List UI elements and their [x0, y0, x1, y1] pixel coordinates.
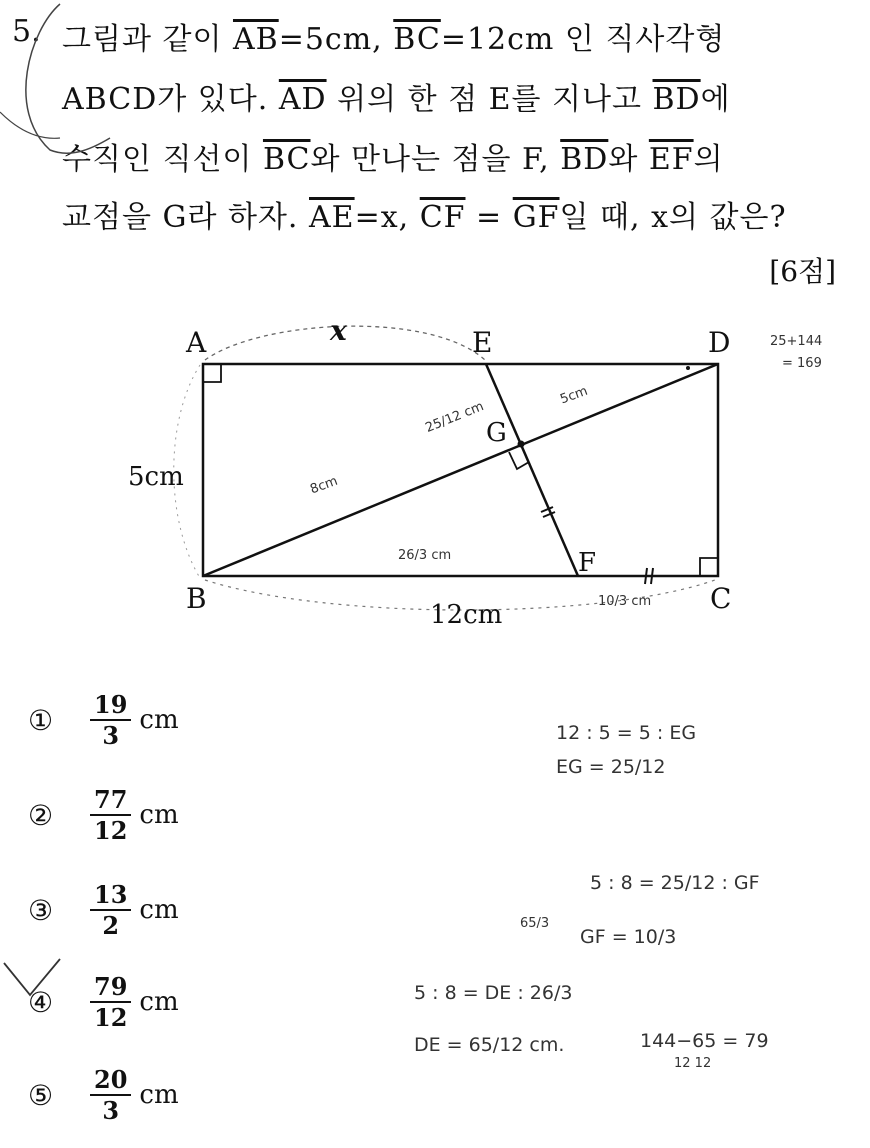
seg-cf: $\overline{CF}$ — [419, 200, 466, 235]
work-line-9: 12 12 — [674, 1056, 712, 1071]
work-line-2: EG = 25/12 — [556, 756, 666, 778]
numerator: 19 — [90, 692, 131, 721]
label-b: B — [186, 582, 207, 615]
work-line-7: DE = 65/12 cm. — [414, 1034, 565, 1056]
choice-number: ③ — [28, 893, 54, 927]
angle-dot-d — [686, 366, 690, 370]
label-f: F — [578, 548, 597, 578]
choice-2[interactable] — [28, 775, 179, 855]
q-text: 에 — [700, 82, 731, 117]
q-text: 의 — [693, 142, 724, 177]
seg-gf: $\overline{GF}$ — [512, 200, 560, 235]
seg-ad: $\overline{AD}$ — [278, 82, 327, 117]
seg-bc: $\overline{BC}$ — [262, 142, 311, 177]
work-line-6: 5 : 8 = DE : 26/3 — [414, 982, 573, 1004]
seg-bd: $\overline{BD}$ — [652, 82, 701, 117]
choice-unit: cm — [139, 800, 179, 830]
note-25-144: 25+144 — [770, 334, 823, 349]
numerator: 77 — [90, 787, 131, 816]
label-c: C — [710, 582, 732, 615]
choice-fraction — [90, 689, 131, 750]
point-g — [518, 441, 525, 448]
note-bf: 26/3 cm — [398, 548, 452, 563]
diagonal-bd — [203, 364, 718, 576]
denominator: 12 — [94, 816, 128, 845]
work-line-4: 65/3 — [520, 916, 550, 931]
choice-fraction — [90, 1064, 131, 1125]
work-line-5: GF = 10/3 — [580, 926, 677, 948]
note-bg: 8cm — [308, 473, 340, 498]
q-text: =12cm 인 직사각형 — [440, 22, 726, 57]
label-g: G — [486, 418, 507, 448]
q-text: 일 때, x의 값은? — [559, 200, 787, 235]
seg-ef: $\overline{EF}$ — [648, 142, 694, 177]
label-x: x — [330, 314, 347, 347]
choice-unit: cm — [139, 705, 179, 735]
seg-ae: $\overline{AE}$ — [309, 200, 355, 235]
score-label: [6점] — [769, 255, 836, 288]
note-gd: 5cm — [558, 383, 590, 408]
q-text: =5cm, — [278, 22, 394, 57]
q-text: 교점을 G라 하자. — [62, 200, 309, 235]
note-eg: 25/12 cm — [423, 399, 486, 436]
note-cf: 10/3 cm — [598, 594, 652, 609]
work-line-1: 12 : 5 = 5 : EG — [556, 722, 697, 744]
choice-unit: cm — [139, 1080, 179, 1110]
q-text: =x, — [354, 200, 420, 235]
seg-bd: $\overline{BD}$ — [560, 142, 609, 177]
choice-fraction — [90, 784, 131, 845]
label-d: D — [708, 326, 731, 359]
denominator: 3 — [102, 721, 120, 750]
numerator: 20 — [90, 1067, 131, 1096]
right-angle-a — [203, 364, 221, 382]
seg-ab: $\overline{AB}$ — [232, 22, 279, 57]
numerator: 79 — [90, 974, 131, 1003]
denominator: 3 — [102, 1096, 120, 1125]
q-text: ABCD가 있다. — [62, 82, 279, 117]
choice-3[interactable] — [28, 870, 179, 950]
question-number: 5. — [12, 14, 41, 49]
choice-unit: cm — [139, 987, 179, 1017]
choice-unit: cm — [139, 895, 179, 925]
choice-5[interactable] — [28, 1055, 179, 1135]
choice-fraction — [90, 971, 131, 1032]
q-text: 그림과 같이 — [62, 22, 233, 57]
q-text: 수직인 직선이 — [62, 142, 263, 177]
numerator: 13 — [90, 882, 131, 911]
denominator: 12 — [94, 1003, 128, 1032]
choice-number: ② — [28, 798, 54, 832]
choice-number: ① — [28, 703, 54, 737]
work-line-8: 144−65 = 79 — [640, 1030, 769, 1052]
q-text: 와 만나는 점을 F, — [310, 142, 561, 177]
seg-bc: $\overline{BC}$ — [393, 22, 441, 57]
label-12cm: 12cm — [430, 600, 503, 630]
q-text: 와 — [608, 142, 649, 177]
work-line-3: 5 : 8 = 25/12 : GF — [590, 872, 760, 894]
choice-fraction — [90, 879, 131, 940]
choice-1[interactable] — [28, 680, 179, 760]
tick-cf — [645, 568, 647, 584]
q-text: = — [465, 200, 513, 235]
label-5cm: 5cm — [128, 462, 184, 492]
q-text: 위의 한 점 E를 지나고 — [326, 82, 653, 117]
tick-cf-2 — [651, 568, 653, 584]
denominator: 2 — [102, 911, 120, 940]
answer-check-mark — [0, 955, 80, 1025]
label-a: A — [186, 326, 207, 359]
label-e: E — [472, 326, 493, 359]
note-169: = 169 — [782, 356, 822, 371]
choice-number: ⑤ — [28, 1078, 54, 1112]
choice-number: ④ — [28, 985, 54, 1019]
right-angle-c — [700, 558, 718, 576]
